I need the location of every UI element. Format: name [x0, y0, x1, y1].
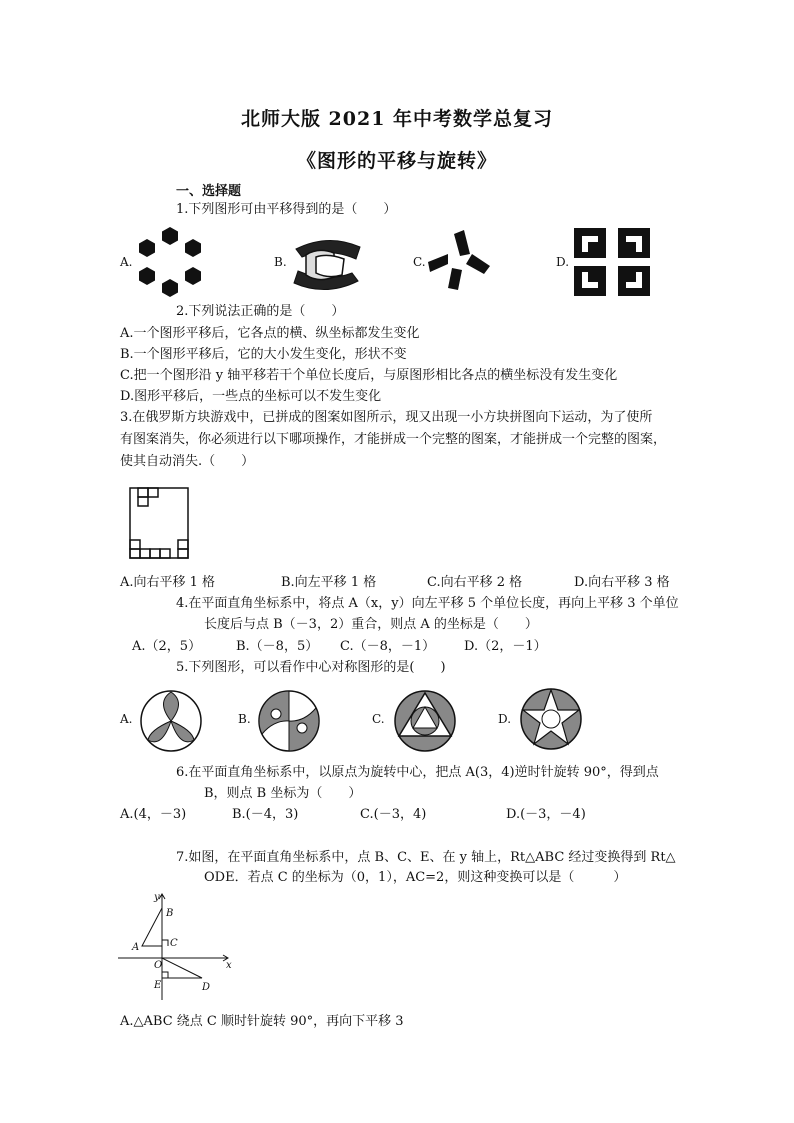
q7-label-e: E: [154, 980, 162, 991]
q1-option-d-maze-icon: [572, 226, 652, 298]
q3-stem-line3: 使其自动消失.（ ）: [120, 454, 255, 469]
q7-label-a: A: [132, 942, 140, 953]
q4-stem-line1: 4.在平面直角坐标系中，将点 A（x，y）向左平移 5 个单位长度，再向上平移 3 个单位: [176, 596, 679, 611]
q1-option-d-label: D.: [556, 255, 570, 269]
page-title: 北师大版 2021 年中考数学总复习: [240, 108, 554, 130]
q6-stem-line1: 6.在平面直角坐标系中，以原点为旋转中心，把点 A(3，4)逆时针旋转 90°，得到点: [176, 765, 659, 780]
q7-label-y: y: [154, 892, 160, 903]
page-subtitle: 《图形的平移与旋转》: [296, 150, 497, 172]
q4-option-a: A.（2，5）: [132, 639, 202, 654]
q3-tetris-figure: [128, 486, 192, 562]
q4-option-b: B.（－8，5）: [236, 639, 319, 654]
q7-label-o: O: [154, 960, 163, 971]
q1-stem: 1.下列图形可由平移得到的是（ ）: [176, 202, 397, 217]
q1-option-b-swirl-icon: [288, 235, 366, 295]
q6-option-c: C.(－3，4): [360, 807, 427, 822]
q5-option-a-label: A.: [120, 712, 133, 726]
q7-label-d: D: [202, 982, 211, 993]
section-heading: 一、选择题: [176, 184, 242, 199]
q3-option-a: A.向右平移 1 格: [120, 575, 216, 590]
q1-option-a-label: A.: [120, 255, 133, 269]
q7-coordinate-figure: [118, 890, 238, 1002]
q1-option-b-label: B.: [274, 255, 287, 269]
q7-option-a: A.△ABC 绕点 C 顺时针旋转 90°，再向下平移 3: [120, 1014, 404, 1029]
q3-stem-line1: 3.在俄罗斯方块游戏中，已拼成的图案如图所示，现又出现一小方块拼图向下运动，为了使所: [120, 410, 653, 425]
q6-stem-line2: B，则点 B 坐标为（ ）: [204, 786, 362, 801]
q6-option-b: B.(－4，3): [232, 807, 299, 822]
q2-stem: 2.下列说法正确的是（ ）: [176, 304, 345, 319]
q5-option-b-label: B.: [238, 712, 251, 726]
q2-option-a: A.一个图形平移后，它各点的横、纵坐标都发生变化: [120, 326, 420, 341]
q5-option-d-star-icon: [518, 686, 584, 752]
q5-option-c-label: C.: [372, 712, 385, 726]
q4-option-c: C.（－8，－1）: [340, 639, 436, 654]
q5-option-a-trefoil-icon: [138, 688, 204, 754]
q3-option-c: C.向右平移 2 格: [427, 575, 523, 590]
q7-label-x: x: [226, 960, 232, 971]
q2-option-b: B.一个图形平移后，它的大小发生变化，形状不变: [120, 347, 407, 362]
q7-label-c: C: [170, 938, 178, 949]
q2-option-d: D.图形平移后，一些点的坐标可以不发生变化: [120, 389, 382, 404]
q1-option-c-pinwheel-icon: [428, 228, 492, 292]
q7-label-b: B: [166, 908, 174, 919]
q5-option-d-label: D.: [498, 712, 512, 726]
q5-option-b-yinyang-icon: [256, 688, 322, 754]
q5-option-c-triangle-icon: [392, 688, 458, 754]
q3-option-d: D.向右平移 3 格: [574, 575, 670, 590]
q3-option-b: B.向左平移 1 格: [281, 575, 377, 590]
q6-option-d: D.(－3，－4): [506, 807, 586, 822]
q5-stem: 5.下列图形，可以看作中心对称图形的是( ): [176, 660, 446, 675]
q1-option-a-hexagons-icon: [135, 225, 205, 300]
q7-stem-line2: ODE．若点 C 的坐标为（0，1），AC=2，则这种变换可以是（ ）: [204, 870, 627, 885]
q7-stem-line1: 7.如图，在平面直角坐标系中，点 B、C、E、在 y 轴上，Rt△ABC 经过变换得到 Rt△: [176, 850, 676, 865]
q2-option-c: C.把一个图形沿 y 轴平移若干个单位长度后，与原图形相比各点的横坐标没有发生变化: [120, 368, 618, 383]
q1-option-c-label: C.: [413, 255, 426, 269]
q4-option-d: D.（2，－1）: [464, 639, 547, 654]
q6-option-a: A.(4，－3): [120, 807, 187, 822]
q3-stem-line2: 有图案消失，你必须进行以下哪项操作，才能拼成一个完整的图案，才能拼成一个完整的图案，: [120, 432, 667, 447]
q4-stem-line2: 长度后与点 B（－3，2）重合，则点 A 的坐标是（ ）: [204, 617, 538, 632]
